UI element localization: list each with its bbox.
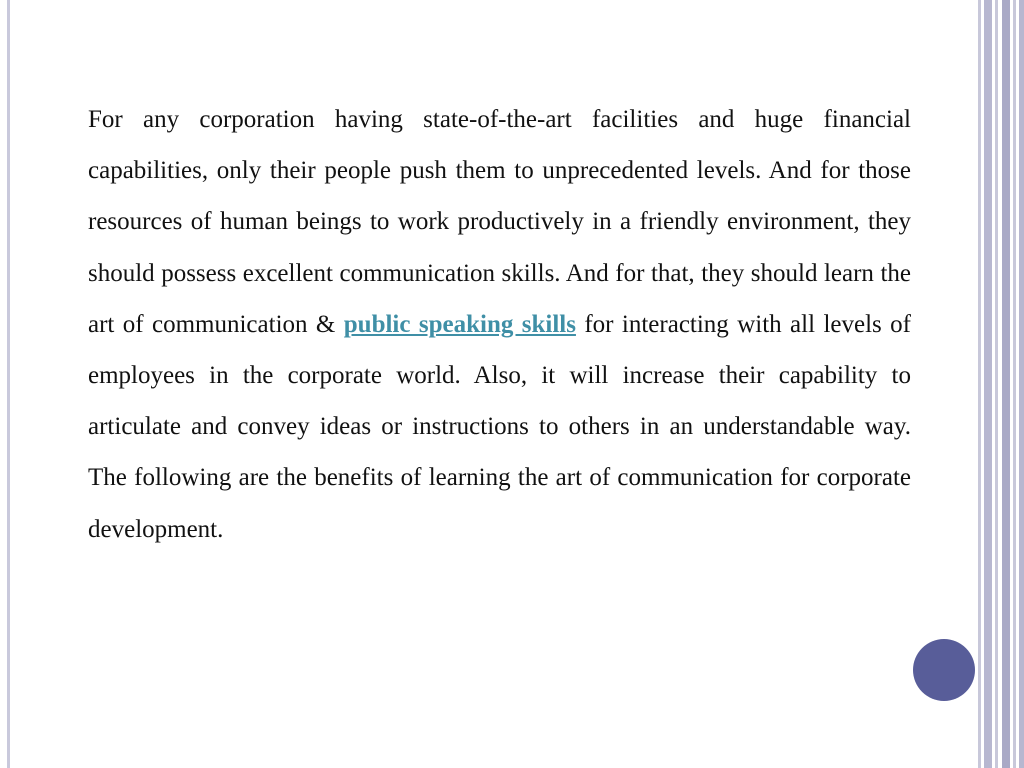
stripe [995, 0, 998, 768]
stripe [978, 0, 981, 768]
stripe [1002, 0, 1010, 768]
stripe [1019, 0, 1024, 768]
left-border-line [7, 0, 10, 768]
right-decorative-stripes [978, 0, 1024, 768]
slide-nav-circle-button[interactable] [913, 639, 975, 701]
stripe [1013, 0, 1016, 768]
paragraph-text-after-link: for interacting with all levels of employees in the corporate world. Also, it will increase their capability to articulate and convey ideas or instructions to others in an understandable way. The following are the benefits of learning the art of communication for corporate development. [88, 310, 911, 543]
body-paragraph [88, 94, 911, 555]
public-speaking-skills-link[interactable]: public speaking skills [343, 310, 576, 338]
stripe [984, 0, 992, 768]
paragraph-text-before-link: For any corporation having state-of-the-art facilities and huge financial capabilities, only their people push them to unprecedented levels. And for those resources of human beings to work productively in a friendly environment, they should possess excellent communication skills. And for that, they should learn the art of communication & [88, 106, 911, 338]
